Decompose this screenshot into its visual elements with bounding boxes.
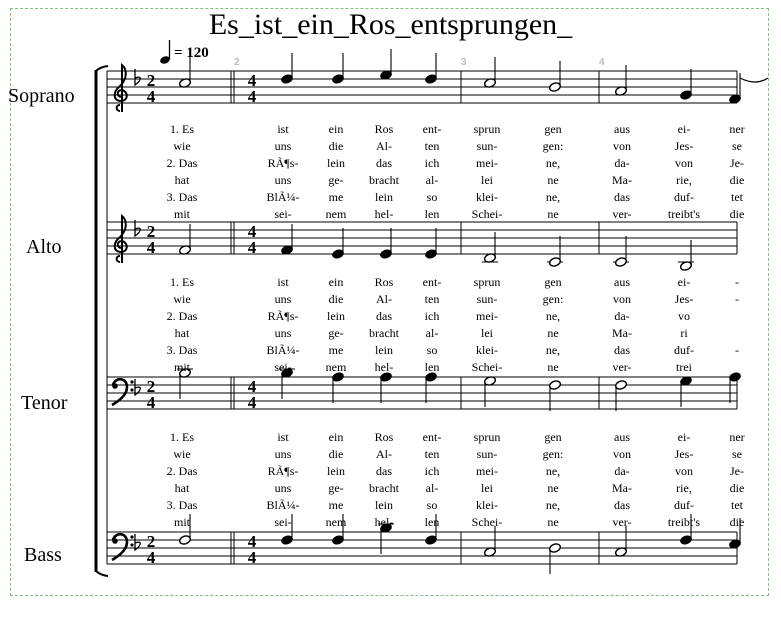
- lyric-syllable: Ma-: [612, 173, 632, 187]
- staff-name-alto: Alto: [26, 236, 62, 258]
- bass-clef-icon: [112, 383, 118, 389]
- lyric-syllable: gen: [544, 122, 562, 136]
- time-signature-numerator: 4: [247, 71, 257, 90]
- lyric-syllable: BlÃ¼-: [266, 343, 300, 357]
- lyric-syllable: lein: [375, 190, 393, 204]
- lyric-syllable: so: [426, 343, 438, 357]
- lyric-syllable: sprun: [473, 122, 501, 136]
- lyric-syllable: me: [328, 498, 344, 512]
- lyric-syllable: ich: [424, 309, 440, 323]
- lyric-syllable: ne,: [545, 190, 561, 204]
- treble-clef-icon: [115, 65, 127, 112]
- time-signature-numerator: 4: [247, 377, 257, 396]
- lyric-syllable: ne,: [545, 309, 561, 323]
- system-bracket: [96, 571, 108, 576]
- lyric-syllable: BlÃ¼-: [266, 498, 300, 512]
- lyric-syllable: -: [735, 292, 739, 306]
- time-signature-denominator: 4: [146, 238, 156, 257]
- lyric-syllable: me: [328, 343, 344, 357]
- lyric-syllable: von: [613, 292, 631, 306]
- lyric-syllable: treibt's: [667, 207, 701, 221]
- lyric-syllable: 3. Das: [166, 343, 198, 357]
- lyric-syllable: ist: [277, 122, 289, 136]
- lyric-syllable: hat: [174, 326, 190, 340]
- lyric-syllable: sei-: [274, 360, 292, 374]
- lyric-syllable: klei-: [476, 498, 498, 512]
- tempo-marking: = 120: [174, 45, 209, 61]
- lyric-syllable: mei-: [476, 464, 498, 478]
- lyric-syllable: Schei-: [471, 360, 503, 374]
- lyric-syllable: ver-: [612, 360, 632, 374]
- lyric-syllable: ten: [424, 292, 440, 306]
- lyric-syllable: treibt's: [667, 515, 701, 529]
- lyric-syllable: gen:: [542, 447, 564, 461]
- lyric-syllable: lein: [327, 156, 345, 170]
- lyric-syllable: ge-: [328, 481, 344, 495]
- lyric-syllable: hel-: [374, 207, 394, 221]
- bass-clef-icon: [130, 380, 133, 383]
- lyric-syllable: das: [614, 190, 630, 204]
- lyric-syllable: ner: [729, 430, 745, 444]
- lyric-syllable: 1. Es: [170, 122, 194, 136]
- lyric-syllable: lein: [375, 343, 393, 357]
- lyric-syllable: se: [732, 139, 742, 153]
- time-signature-denominator: 4: [146, 393, 156, 412]
- lyric-syllable: lein: [327, 464, 345, 478]
- lyric-syllable: mei-: [476, 156, 498, 170]
- lyric-syllable: ne,: [545, 156, 561, 170]
- lyric-syllable: die: [729, 481, 745, 495]
- lyric-syllable: se: [732, 447, 742, 461]
- lyric-syllable: BlÃ¼-: [266, 190, 300, 204]
- lyric-syllable: sei-: [274, 207, 292, 221]
- lyric-syllable: die: [729, 515, 745, 529]
- time-signature-numerator: 2: [146, 71, 156, 90]
- lyric-syllable: Al-: [376, 139, 392, 153]
- lyric-syllable: me: [328, 190, 344, 204]
- lyric-syllable: lei: [481, 173, 493, 187]
- lyric-syllable: gen: [544, 275, 562, 289]
- score-title: Es_ist_ein_Ros_entsprungen_: [208, 8, 573, 41]
- lyric-syllable: Ros: [374, 122, 394, 136]
- lyric-syllable: hat: [174, 481, 190, 495]
- lyric-syllable: von: [675, 464, 693, 478]
- tie: [740, 78, 768, 82]
- time-signature-denominator: 4: [146, 548, 156, 567]
- lyric-syllable: lein: [375, 498, 393, 512]
- lyric-syllable: gen:: [542, 139, 564, 153]
- lyric-syllable: von: [613, 139, 631, 153]
- lyric-syllable: uns: [274, 326, 292, 340]
- lyric-syllable: 1. Es: [170, 275, 194, 289]
- lyric-syllable: ne: [547, 481, 559, 495]
- lyric-syllable: ei-: [677, 430, 691, 444]
- lyric-syllable: bracht: [369, 173, 399, 187]
- lyric-syllable: lei: [481, 481, 493, 495]
- system-bracket: [96, 66, 108, 71]
- lyric-syllable: ne: [547, 326, 559, 340]
- lyric-syllable: -: [735, 275, 739, 289]
- lyric-syllable: ist: [277, 430, 289, 444]
- lyric-syllable: len: [424, 360, 440, 374]
- bass-clef-icon: [130, 388, 133, 391]
- time-signature-numerator: 4: [247, 532, 257, 551]
- lyric-syllable: bracht: [369, 481, 399, 495]
- measure-number: 3: [461, 57, 467, 68]
- lyric-syllable: ne: [547, 207, 559, 221]
- time-signature-numerator: 2: [146, 532, 156, 551]
- time-signature-numerator: 4: [247, 222, 257, 241]
- lyric-syllable: so: [426, 498, 438, 512]
- measure-number: 4: [599, 57, 605, 68]
- time-signature-numerator: 2: [146, 222, 156, 241]
- lyric-syllable: Al-: [376, 447, 392, 461]
- lyric-syllable: 2. Das: [166, 309, 198, 323]
- lyric-syllable: uns: [274, 481, 292, 495]
- lyric-syllable: 1. Es: [170, 430, 194, 444]
- lyric-syllable: ner: [729, 122, 745, 136]
- lyric-syllable: rie,: [676, 481, 692, 495]
- lyric-syllable: Ros: [374, 275, 394, 289]
- lyric-syllable: RÃ¶s-: [267, 156, 299, 170]
- lyric-syllable: ent-: [422, 430, 442, 444]
- lyric-syllable: ne: [547, 515, 559, 529]
- lyric-syllable: sei-: [274, 515, 292, 529]
- lyric-syllable: Jes-: [674, 292, 694, 306]
- lyric-syllable: ist: [277, 275, 289, 289]
- lyric-syllable: ein: [328, 275, 344, 289]
- lyric-syllable: von: [613, 447, 631, 461]
- lyric-syllable: ri: [680, 326, 688, 340]
- lyric-syllable: das: [614, 498, 630, 512]
- lyric-syllable: klei-: [476, 343, 498, 357]
- lyric-syllable: das: [614, 343, 630, 357]
- lyric-syllable: sun-: [476, 292, 498, 306]
- lyric-syllable: Al-: [376, 292, 392, 306]
- time-signature-denominator: 4: [247, 87, 257, 106]
- lyric-syllable: ei-: [677, 275, 691, 289]
- lyric-syllable: len: [424, 207, 440, 221]
- lyric-syllable: vo: [678, 309, 690, 323]
- lyric-syllable: tet: [731, 498, 743, 512]
- lyric-syllable: da-: [614, 156, 630, 170]
- lyric-syllable: uns: [274, 173, 292, 187]
- lyric-syllable: gen: [544, 430, 562, 444]
- lyric-syllable: ten: [424, 139, 440, 153]
- lyric-syllable: Schei-: [471, 515, 503, 529]
- lyric-syllable: die: [328, 292, 344, 306]
- lyric-syllable: 3. Das: [166, 190, 198, 204]
- bass-clef-icon: [112, 538, 118, 544]
- staff-name-bass: Bass: [24, 544, 62, 566]
- lyric-syllable: rie,: [676, 173, 692, 187]
- time-signature-numerator: 2: [146, 377, 156, 396]
- lyric-syllable: da-: [614, 309, 630, 323]
- lyric-syllable: lei: [481, 326, 493, 340]
- lyric-syllable: die: [729, 173, 745, 187]
- lyric-syllable: Je-: [730, 464, 744, 478]
- lyric-syllable: len: [424, 515, 440, 529]
- lyric-syllable: Schei-: [471, 207, 503, 221]
- lyric-syllable: wie: [173, 292, 191, 306]
- lyric-syllable: mit: [173, 207, 191, 221]
- lyric-syllable: 3. Das: [166, 498, 198, 512]
- lyric-syllable: trei: [676, 360, 692, 374]
- lyric-syllable: uns: [274, 292, 292, 306]
- lyric-syllable: ein: [328, 430, 344, 444]
- lyric-syllable: das: [376, 464, 392, 478]
- lyric-syllable: bracht: [369, 326, 399, 340]
- lyric-syllable: lein: [327, 309, 345, 323]
- lyric-syllable: die: [328, 447, 344, 461]
- lyric-syllable: duf-: [674, 498, 694, 512]
- lyric-syllable: ne: [547, 173, 559, 187]
- lyric-syllable: das: [376, 309, 392, 323]
- lyric-syllable: ne,: [545, 464, 561, 478]
- lyric-syllable: duf-: [674, 190, 694, 204]
- lyric-syllable: -: [735, 343, 739, 357]
- lyric-syllable: al-: [425, 481, 439, 495]
- lyric-syllable: uns: [274, 139, 292, 153]
- lyric-syllable: sun-: [476, 447, 498, 461]
- lyric-syllable: das: [376, 156, 392, 170]
- lyric-syllable: hel-: [374, 515, 394, 529]
- bass-clef-icon: [130, 543, 133, 546]
- lyric-syllable: ei-: [677, 122, 691, 136]
- lyric-syllable: aus: [614, 122, 630, 136]
- lyric-syllable: ver-: [612, 515, 632, 529]
- lyric-syllable: die: [729, 207, 745, 221]
- lyric-syllable: nem: [325, 515, 347, 529]
- lyric-syllable: hat: [174, 173, 190, 187]
- lyric-syllable: ge-: [328, 173, 344, 187]
- lyric-syllable: RÃ¶s-: [267, 309, 299, 323]
- lyric-syllable: ge-: [328, 326, 344, 340]
- measure-number: 2: [234, 57, 240, 68]
- lyric-syllable: mit: [173, 515, 191, 529]
- lyric-syllable: ver-: [612, 207, 632, 221]
- lyric-syllable: gen:: [542, 292, 564, 306]
- lyric-syllable: ent-: [422, 275, 442, 289]
- lyric-syllable: aus: [614, 275, 630, 289]
- treble-clef-icon: [115, 216, 127, 263]
- staff-name-soprano: Soprano: [8, 85, 75, 107]
- lyric-syllable: so: [426, 190, 438, 204]
- lyric-syllable: sun-: [476, 139, 498, 153]
- lyric-syllable: ich: [424, 156, 440, 170]
- lyric-syllable: nem: [325, 207, 347, 221]
- bass-clef-icon: [130, 535, 133, 538]
- lyric-syllable: wie: [173, 139, 191, 153]
- lyric-syllable: von: [675, 156, 693, 170]
- lyric-syllable: uns: [274, 447, 292, 461]
- lyric-syllable: duf-: [674, 343, 694, 357]
- lyric-syllable: Ma-: [612, 481, 632, 495]
- lyric-syllable: Ma-: [612, 326, 632, 340]
- lyric-syllable: mit: [173, 360, 191, 374]
- lyric-syllable: nem: [325, 360, 347, 374]
- time-signature-denominator: 4: [146, 87, 156, 106]
- lyric-syllable: Je-: [730, 156, 744, 170]
- staff-name-tenor: Tenor: [21, 392, 68, 414]
- lyric-syllable: wie: [173, 447, 191, 461]
- lyric-syllable: ein: [328, 122, 344, 136]
- lyric-syllable: Ros: [374, 430, 394, 444]
- lyric-syllable: RÃ¶s-: [267, 464, 299, 478]
- lyric-syllable: 2. Das: [166, 464, 198, 478]
- lyric-syllable: hel-: [374, 360, 394, 374]
- lyric-syllable: aus: [614, 430, 630, 444]
- lyric-syllable: klei-: [476, 190, 498, 204]
- lyric-syllable: mei-: [476, 309, 498, 323]
- lyric-syllable: Jes-: [674, 447, 694, 461]
- lyric-syllable: Jes-: [674, 139, 694, 153]
- lyric-syllable: da-: [614, 464, 630, 478]
- lyric-syllable: tet: [731, 190, 743, 204]
- lyric-syllable: ich: [424, 464, 440, 478]
- lyric-syllable: die: [328, 139, 344, 153]
- lyric-syllable: ne,: [545, 343, 561, 357]
- lyric-syllable: al-: [425, 173, 439, 187]
- lyric-syllable: ten: [424, 447, 440, 461]
- time-signature-denominator: 4: [247, 393, 257, 412]
- lyric-syllable: al-: [425, 326, 439, 340]
- time-signature-denominator: 4: [247, 238, 257, 257]
- lyric-syllable: ent-: [422, 122, 442, 136]
- lyric-syllable: sprun: [473, 430, 501, 444]
- lyric-syllable: ne,: [545, 498, 561, 512]
- lyric-syllable: 2. Das: [166, 156, 198, 170]
- lyric-syllable: ne: [547, 360, 559, 374]
- time-signature-denominator: 4: [247, 548, 257, 567]
- lyric-syllable: sprun: [473, 275, 501, 289]
